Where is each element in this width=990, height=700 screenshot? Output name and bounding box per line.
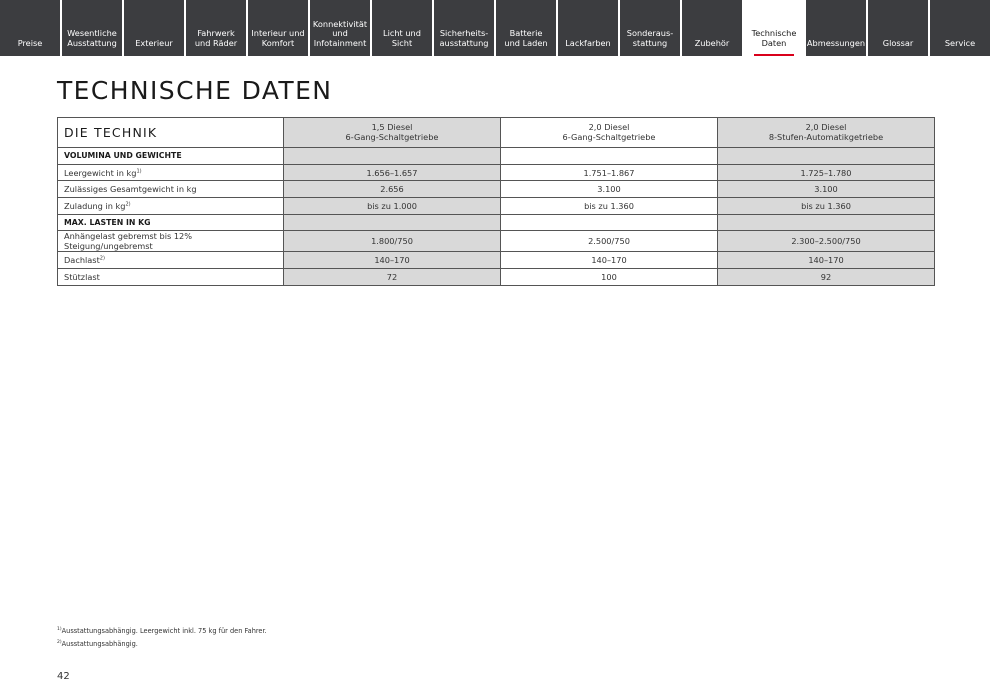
table-section-row: [58, 148, 935, 165]
table-row: [58, 252, 935, 269]
footnote-marker: 2): [99, 255, 105, 262]
technical-data-table: [57, 117, 935, 286]
value-cell: 100: [501, 269, 718, 286]
nav-tab[interactable]: [558, 0, 618, 56]
empty-cell: [501, 148, 718, 165]
table-section-title: DIE TECHNIK: [58, 118, 284, 148]
section-label: VOLUMINA UND GEWICHTE: [58, 148, 284, 165]
value-cell: bis zu 1.360: [718, 198, 935, 215]
nav-tab[interactable]: [496, 0, 556, 56]
nav-tab[interactable]: [186, 0, 246, 56]
value-cell: 92: [718, 269, 935, 286]
nav-tab[interactable]: [372, 0, 432, 56]
table-row: [58, 164, 935, 181]
value-cell: 3.100: [501, 181, 718, 198]
footnote-marker: 1): [136, 167, 142, 174]
nav-tab[interactable]: [62, 0, 122, 56]
row-label: Zuladung in $kg^{2)}$: [58, 198, 284, 215]
value-cell: 140–170: [501, 252, 718, 269]
value-cell: 2.656: [284, 181, 501, 198]
nav-tab[interactable]: [124, 0, 184, 56]
engine-column-header: 2,0 Diesel 8-Stufen-Automatikgetriebe: [718, 118, 935, 148]
page-title: TECHNISCHE DATEN: [57, 76, 333, 105]
value-cell: 1.800/750: [284, 231, 501, 252]
value-cell: 2.500/750: [501, 231, 718, 252]
nav-tab-label: Sonderaus- stattung: [626, 28, 674, 48]
nav-tab[interactable]: [868, 0, 928, 56]
nav-tab-label: Zubehör: [694, 37, 730, 48]
nav-tab-label: Konnektivität und Infotainment: [312, 18, 368, 48]
page-number: 42: [57, 671, 70, 682]
row-label: Zulässiges Gesamtgewicht in kg: [58, 181, 284, 198]
nav-tab-label: Exterieur: [135, 37, 173, 48]
empty-cell: [718, 148, 935, 165]
engine-column-header: 1,5 Diesel 6-Gang-Schaltgetriebe: [284, 118, 501, 148]
nav-tab-label: Abmessungen: [806, 37, 866, 48]
empty-cell: [284, 214, 501, 231]
row-label: Anhängelast gebremst bis 12% Steigung/ungebremst: [58, 231, 284, 252]
nav-tab[interactable]: [248, 0, 308, 56]
empty-cell: [501, 214, 718, 231]
nav-tab[interactable]: [310, 0, 370, 56]
value-cell: bis zu 1.360: [501, 198, 718, 215]
value-cell: 3.100: [718, 181, 935, 198]
row-label: Stützlast: [58, 269, 284, 286]
value-cell: 2.300–2.500/750: [718, 231, 935, 252]
nav-tab-label: Wesentliche Ausstattung: [67, 28, 117, 48]
nav-tab-label: Preise: [17, 37, 43, 48]
empty-cell: [718, 214, 935, 231]
nav-tab-label: Fahrwerk und Räder: [194, 28, 238, 48]
table-row: [58, 269, 935, 286]
value-cell: 1.751–1.867: [501, 164, 718, 181]
footnotes: [57, 624, 267, 650]
value-cell: 140–170: [718, 252, 935, 269]
value-cell: 140–170: [284, 252, 501, 269]
nav-tab-label: Sicherheits- ausstattung: [439, 28, 489, 48]
nav-tab[interactable]: [620, 0, 680, 56]
footnote: $^{2)}$Ausstattungsabhängig.: [57, 640, 138, 649]
nav-tab[interactable]: [806, 0, 866, 56]
row-label: Leergewicht in $kg^{1)}$: [58, 164, 284, 181]
top-navigation: [0, 0, 990, 57]
engine-column-header: 2,0 Diesel 6-Gang-Schaltgetriebe: [501, 118, 718, 148]
nav-tab-label: Technische Daten: [751, 28, 797, 48]
nav-tab-label: Glossar: [882, 37, 914, 48]
footnote: $^{1)}$Ausstattungsabhängig. Leergewicht inkl. 75 kg für den Fahrer.: [57, 627, 267, 636]
row-label: Dachlast$^{2)}$: [58, 252, 284, 269]
value-cell: 1.725–1.780: [718, 164, 935, 181]
nav-tab-label: Interieur und Komfort: [251, 28, 305, 48]
nav-tab[interactable]: [682, 0, 742, 56]
nav-tab[interactable]: [744, 0, 804, 56]
value-cell: 1.656–1.657: [284, 164, 501, 181]
table-section-row: [58, 214, 935, 231]
table-header-row: [58, 118, 935, 148]
nav-tab[interactable]: [0, 0, 60, 56]
table-row: [58, 231, 935, 252]
table-row: [58, 181, 935, 198]
nav-tab[interactable]: [434, 0, 494, 56]
table-row: [58, 198, 935, 215]
nav-tab[interactable]: [930, 0, 990, 56]
empty-cell: [284, 148, 501, 165]
nav-tab-label: Lackfarben: [565, 37, 611, 48]
value-cell: bis zu 1.000: [284, 198, 501, 215]
footnote-marker: 2): [125, 201, 131, 208]
value-cell: 72: [284, 269, 501, 286]
nav-tab-label: Batterie und Laden: [504, 28, 548, 48]
nav-tab-label: Licht und Sicht: [383, 28, 421, 48]
nav-tab-label: Service: [944, 37, 976, 48]
section-label: MAX. LASTEN IN KG: [58, 214, 284, 231]
